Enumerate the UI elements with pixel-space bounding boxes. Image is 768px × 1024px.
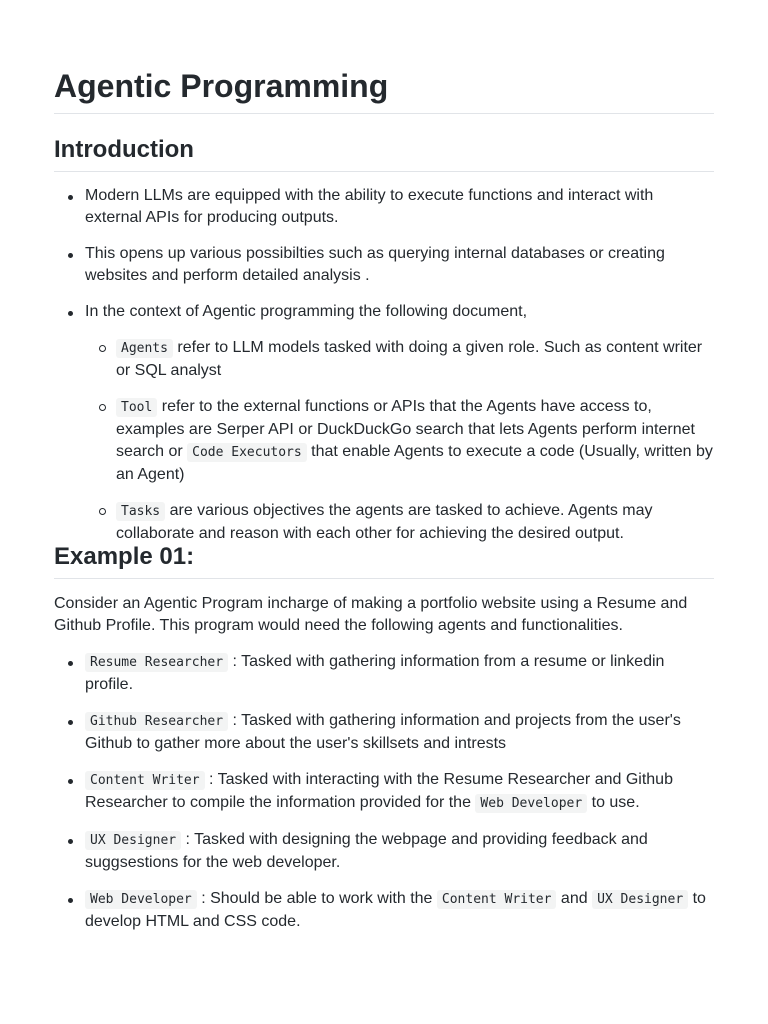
code-term: Content Writer [437,890,557,909]
code-term: Resume Researcher [85,653,228,672]
section-heading-example: Example 01: [54,541,714,579]
definition-tasks: Tasks are various objectives the agents are tasked to achieve. Agents may collaborate and reason with each other for achieving the desired output. [85,500,714,545]
list-item: This opens up various possibilties such as querying internal databases or creating websites and perform detailed analysis . [54,243,714,287]
list-item: Modern LLMs are equipped with the ability to execute functions and interact with external APIs for producing outputs. [54,185,714,229]
agent-web-developer: Web Developer : Should be able to work with the Content Writer and UX Designer to develop HTML and CSS code. [54,888,714,933]
section-heading-introduction: Introduction [54,134,714,172]
agents-list [54,651,714,947]
introduction-list [54,185,714,559]
code-term: Web Developer [85,890,197,909]
page-title: Agentic Programming [54,62,714,114]
code-term: Web Developer [475,794,587,813]
definition-tool: Tool refer to the external functions or APIs that the Agents have access to, examples are Serper API or DuckDuckGo search that lets Agents perform internet search or Code Executors that enable Agents to execute a code (Usually, written by an Agent) [85,396,714,486]
code-term: Github Researcher [85,712,228,731]
code-term: Tool [116,398,157,417]
agent-github-researcher: Github Researcher : Tasked with gathering information and projects from the user's Github to gather more about the user's skillsets and intrests [54,710,714,755]
agent-content-writer: Content Writer : Tasked with interacting with the Resume Researcher and Github Researcher to compile the information provided for the Web Developer to use. [54,769,714,815]
agent-ux-designer: UX Designer : Tasked with designing the webpage and providing feedback and suggsestions for the web developer. [54,829,714,874]
code-term: Code Executors [187,443,307,462]
code-term: Tasks [116,502,165,521]
code-term: UX Designer [592,890,688,909]
code-term: Agents [116,339,173,358]
list-item: In the context of Agentic programming the following document, Agents refer to LLM models tasked with doing a given role. Such as content writer or SQL analyst Tool refer to the external functions or APIs that the Agents have access to, examples are Serper API or DuckDuckGo search that lets Agents perform internet search or Code Executors that enable Agents to execute a code (Usually, written by an Agent) Tasks are various objectives the agents are tasked to achieve. Agents may collaborate and reason with each other for achieving the desired output. [54,301,714,545]
definition-agents: Agents refer to LLM models tasked with doing a given role. Such as content writer or SQL analyst [85,337,714,382]
code-term: Content Writer [85,771,205,790]
definitions-list [85,337,714,545]
agent-resume-researcher: Resume Researcher : Tasked with gathering information from a resume or linkedin profile. [54,651,714,696]
example-intro: Consider an Agentic Program incharge of making a portfolio website using a Resume and Github Profile. This program would need the following agents and functionalities. [54,595,688,634]
code-term: UX Designer [85,831,181,850]
